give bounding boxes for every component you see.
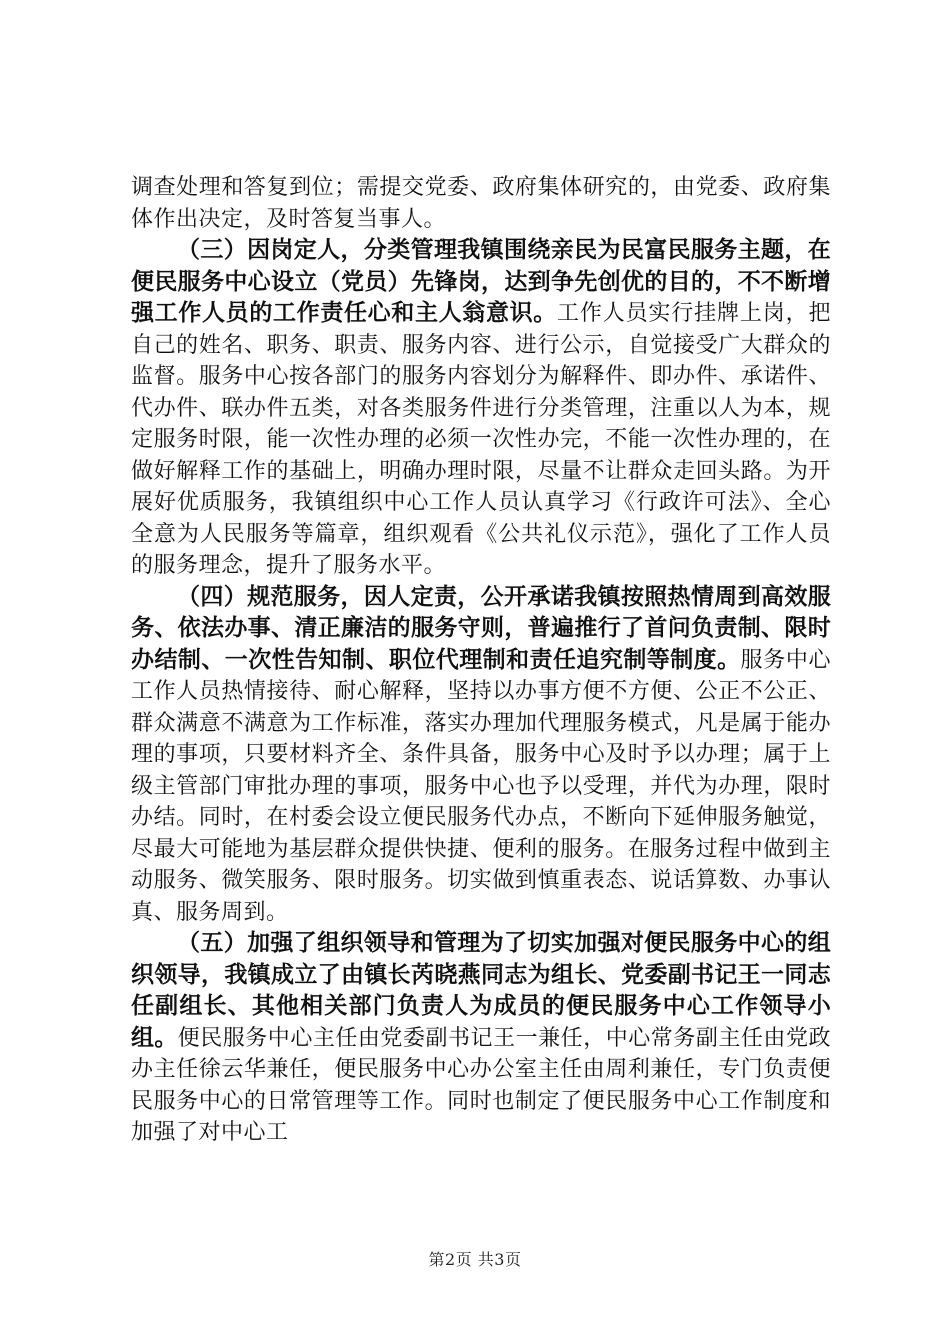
paragraph-heading: （五）加强了组织领导和管理为了切实加强对便民服务中心的组织领导，我镇成立了由镇长芮晓燕同志为组长、党委副书记王一同志任副组长、其他相关部门负责人为成员的便民服务中心工作领导小组。: [131, 930, 831, 1051]
paragraph-section-four: [131, 582, 831, 929]
paragraph-heading: （四）规范服务，因人定责，公开承诺我镇按照热情周到高效服务、依法办事、清正廉洁的服务守则，普遍推行了首问负责制、限时办结制、一次性告知制、职位代理制和责任追究制等制度。: [131, 583, 831, 673]
paragraph-body: 服务中心工作人员热情接待、耐心解释，坚持以办事方便不方便、公正不公正、群众满意不满意为工作标准，落实办理加代理服务模式，凡是属于能办理的事项，只要材料齐全、条件具备，服务中心及时予以办理；属于上级主管部门审批办理的事项，服务中心也予以受理，并代为办理，限时办结。同时，在村委会设立便民服务代办点，不断向下延伸服务触觉，尽最大可能地为基层群众提供快捷、便利的服务。在服务过程中做到主动服务、微笑服务、限时服务。切实做到慎重表态、说话算数、办事认真、服务周到。: [131, 647, 831, 925]
paragraph-body: 工作人员实行挂牌上岗，把自己的姓名、职务、职责、服务内容、进行公示，自觉接受广大群众的监督。服务中心按各部门的服务内容划分为解释件、即办件、承诺件、代办件、联办件五类，对各类服务件进行分类管理，注重以人为本，规定服务时限，能一次性办理的必须一次性办完，不能一次性办理的，在做好解释工作的基础上，明确办理时限，尽量不让群众走回头路。为开展好优质服务，我镇组织中心工作人员认真学习《行政许可法》、全心全意为人民服务等篇章，组织观看《公共礼仪示范》，强化了工作人员的服务理念，提升了服务水平。: [131, 301, 831, 578]
document-body: [131, 172, 831, 1149]
paragraph-section-three: [131, 235, 831, 582]
paragraph-body: 便民服务中心主任由党委副书记王一兼任，中心常务副主任由党政办主任徐云华兼任，便民服务中心办公室主任由周利兼任，专门负责便民服务中心的日常管理等工作。同时也制定了便民服务中心工作制度和加强了对中心工: [131, 1025, 831, 1145]
paragraph-section-five: [131, 928, 831, 1149]
paragraph-heading: （三）因岗定人，分类管理我镇围绕亲民为民富民服务主题，在便民服务中心设立（党员）先锋岗，达到争先创优的目的，不不断增强工作人员的工作责任心和主人翁意识。: [131, 237, 831, 326]
paragraph-body: 调查处理和答复到位；需提交党委、政府集体研究的，由党委、政府集体作出决定，及时答复当事人。: [131, 175, 831, 232]
paragraph-continuation: [131, 172, 831, 235]
page-number-footer: 第2页 共3页: [428, 1250, 522, 1269]
